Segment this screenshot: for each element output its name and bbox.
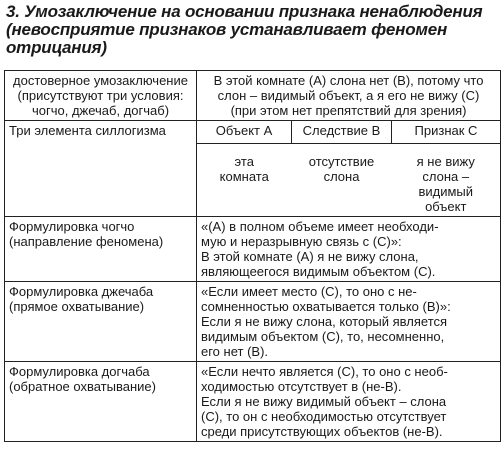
dogchab-label-cell: [5, 361, 197, 441]
dogchab-label-line: (обратное охватывание): [9, 378, 156, 394]
table-row-djechab: [5, 281, 501, 361]
chogcho-label-cell: [5, 216, 197, 281]
table-row-dogchab: [5, 361, 501, 441]
chogcho-label-line: (направление феномена): [9, 233, 164, 249]
element-value-line: комната: [219, 168, 269, 184]
title-line-2: (невосприятие признаков устанавливает феномен: [6, 20, 448, 39]
djechab-text-line: видимым объектом (С), то, несомненно,: [201, 328, 445, 344]
title-line-1: 3. Умозаключение на основании признака ненаблюдения: [6, 2, 483, 21]
page-title: [6, 3, 500, 57]
reliable-label-line: (присутствуют три условия:: [17, 88, 184, 103]
table-row-elements-values: [5, 143, 501, 216]
chogcho-text-line: мую и неразрывную связь с (С)»:: [201, 233, 402, 249]
reliable-text-line: слон – видимый объект, а я его не вижу (С): [217, 88, 480, 103]
dogchab-label-line: Формулировка догчаба: [9, 363, 150, 379]
djechab-label-cell: [5, 281, 197, 361]
table-row-elements-header: [5, 121, 501, 144]
element-header-a: Объект А: [197, 121, 292, 144]
djechab-text-line: сомненностью охватывается только (В)»:: [201, 298, 451, 314]
element-header-b: Следствие В: [292, 121, 392, 144]
syllogism-table: [4, 70, 501, 442]
djechab-label-line: Формулировка джечаба: [9, 283, 154, 299]
reliable-text-cell: [197, 71, 501, 121]
chogcho-label-line: Формулировка чогчо: [9, 218, 135, 234]
reliable-label-line: чогчо, джечаб, догчаб): [31, 103, 170, 118]
reliable-label-line: достоверное умозаключение: [13, 73, 188, 88]
reliable-text-line: (при этом нет препятствий для зрения): [230, 103, 467, 118]
dogchab-text-line: (С), то он с необходимостью отсутствует: [201, 408, 447, 424]
djechab-text-line: его нет (В).: [201, 343, 269, 359]
element-value-c: [392, 143, 501, 216]
reliable-label-cell: [5, 71, 197, 121]
chogcho-text-line: «(А) в полном объеме имеет необходи-: [201, 218, 439, 234]
djechab-label-line: (прямое охватывание): [9, 298, 145, 314]
djechab-text-cell: [197, 281, 501, 361]
chogcho-text-line: В этой комнате (А) я не вижу слона,: [201, 248, 419, 264]
element-value-line: слона: [323, 168, 360, 184]
table-row-reliable: [5, 71, 501, 121]
dogchab-text-line: Если я не вижу видимый объект – слона: [201, 393, 447, 409]
dogchab-text-line: ходимостью отсутствует в (не-В).: [201, 378, 402, 394]
dogchab-text-line: «Если нечто является (С), то оно с необ-: [201, 363, 448, 379]
djechab-text-line: Если я не вижу слона, который является: [201, 313, 448, 329]
element-value-line: объект: [425, 198, 467, 214]
element-value-line: я не вижу: [416, 153, 475, 169]
element-value-line: видимый: [418, 183, 474, 199]
dogchab-text-line: среди присутствующих объектов (не-В).: [201, 423, 443, 439]
chogcho-text-cell: [197, 216, 501, 281]
element-value-line: отсутствие: [308, 153, 375, 169]
element-value-line: слона –: [422, 168, 470, 184]
element-value-a: [197, 143, 292, 216]
element-value-b: [292, 143, 392, 216]
dogchab-text-cell: [197, 361, 501, 441]
element-header-c: Признак С: [392, 121, 501, 144]
title-line-3: отрицания): [6, 38, 107, 57]
table-row-chogcho: [5, 216, 501, 281]
elements-label: Три элемента силлогизма: [9, 123, 166, 138]
reliable-text-line: В этой комнате (А) слона нет (В), потому что: [213, 73, 484, 88]
element-value-line: эта: [234, 153, 254, 169]
chogcho-text-line: являющеегося видимым объектом (С).: [201, 263, 436, 279]
djechab-text-line: «Если имеет место (С), то оно с не-: [201, 283, 417, 299]
elements-label-cell: [5, 121, 197, 144]
elements-blank-cell: [5, 143, 197, 216]
